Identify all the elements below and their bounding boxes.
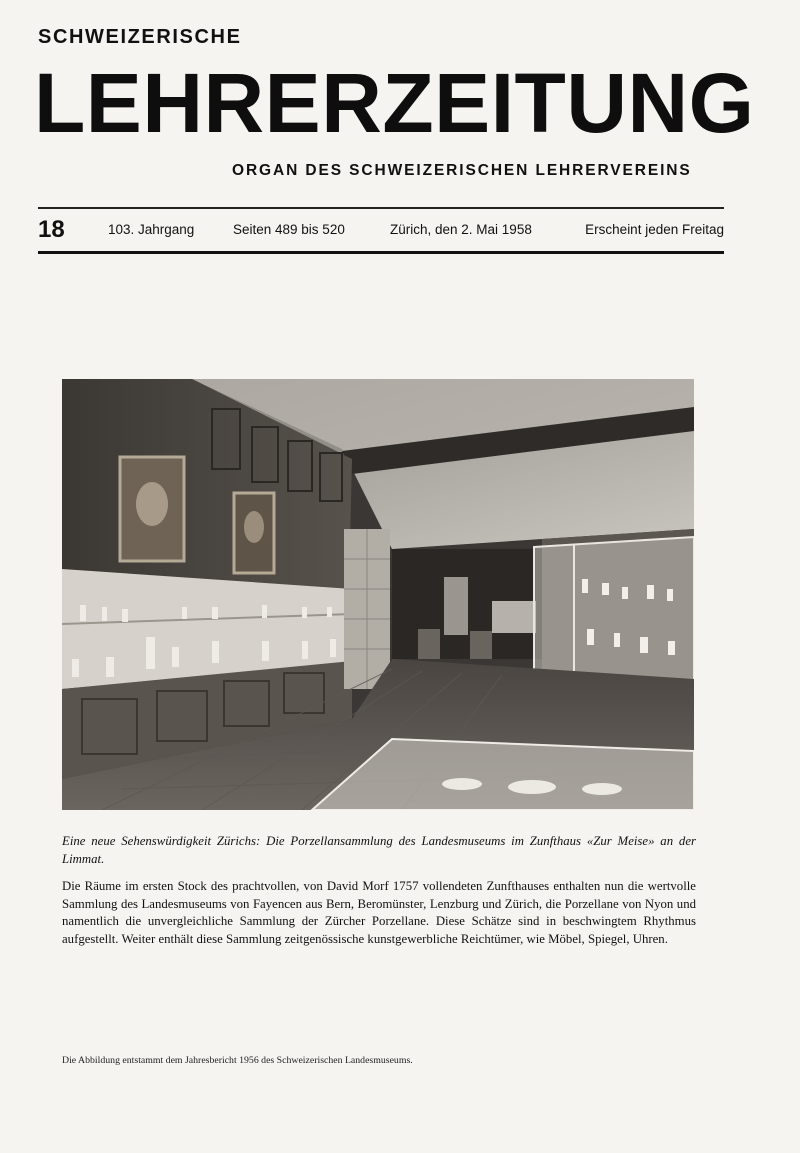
museum-photo-illustration: [62, 379, 694, 810]
issue-date: Zürich, den 2. Mai 1958: [390, 222, 532, 237]
photo-caption: Eine neue Sehenswürdigkeit Zürichs: Die Porzellansammlung des Landesmuseums im Zunfthaus «Zur Meise» an der Limmat.: [62, 834, 696, 866]
body-text: Die Räume im ersten Stock des prachtvollen, von David Morf 1757 vollendeten Zunfthauses enthalten nun die wertvolle Sammlung des Landesmuseums von Fayencen aus Bern, Beromünster, Lenzburg und Zürich, die Porzellane von Nyon und namentlich die unvergleichliche Sammlung der Zürcher Porzellane. Diese Schätze sind in beschwingtem Rhythmus aufgestellt. Weiter enthält diese Sammlung zeitgenössische kunstgewerbliche Reichtümer, wie Möbel, Spiegel, Uhren.: [62, 879, 696, 946]
masthead-subtitle: ORGAN DES SCHWEIZERISCHEN LEHRERVEREINS: [232, 162, 692, 179]
volume: 103. Jahrgang: [108, 222, 195, 237]
page-range: Seiten 489 bis 520: [233, 222, 345, 237]
bottom-rule: [38, 251, 724, 254]
museum-photo: [62, 379, 694, 810]
top-rule: [38, 207, 724, 209]
issue-info-line: [38, 212, 724, 248]
image-credit: Die Abbildung entstammt dem Jahresbericht 1956 des Schweizerischen Landesmuseums.: [62, 1055, 413, 1066]
issue-number: 18: [38, 216, 65, 243]
masthead-kicker: SCHWEIZERISCHE: [38, 26, 242, 48]
publication-frequency: Erscheint jeden Freitag: [585, 222, 724, 237]
masthead-title: LEHRERZEITUNG: [34, 56, 755, 150]
